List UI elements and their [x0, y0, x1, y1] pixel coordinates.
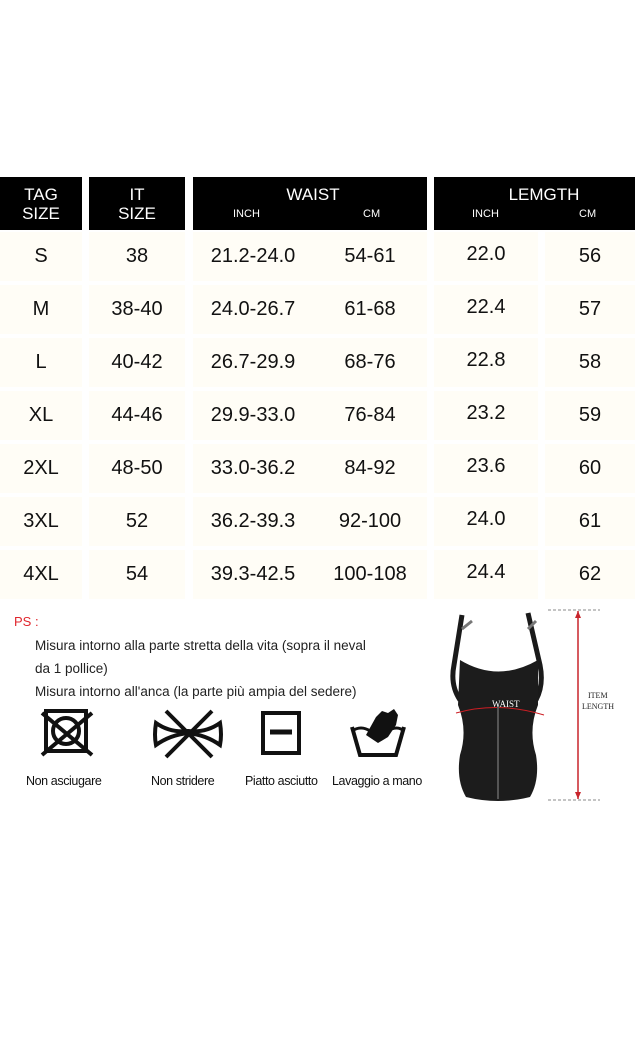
length-cm-cell: 62	[545, 550, 635, 599]
length-cm-cell: 57	[545, 285, 635, 334]
tag-size-cell: 3XL	[0, 497, 82, 546]
waist-cm-label: CM	[363, 208, 381, 220]
waist-cm-cell: 84-92	[313, 444, 427, 493]
no-wring-label: Non stridere	[151, 774, 215, 788]
length-cm-cell: 59	[545, 391, 635, 440]
tag-size-cell: 4XL	[0, 550, 82, 599]
waist-inch-label: INCH	[233, 208, 260, 220]
it-size-cell: 44-46	[89, 391, 185, 440]
waist-cm-cell: 68-76	[313, 338, 427, 387]
table-row	[0, 285, 635, 338]
length-cm-cell: 58	[545, 338, 635, 387]
tag-size-cell: M	[0, 285, 82, 334]
size-table-body	[0, 232, 635, 603]
it-size-cell: 38	[89, 232, 185, 281]
waist-cm-cell: 76-84	[313, 391, 427, 440]
note-line-1: Misura intorno alla parte stretta della vita (sopra il neval	[35, 638, 366, 653]
tag-size-cell: XL	[0, 391, 82, 440]
it-size-cell: 54	[89, 550, 185, 599]
table-row	[0, 497, 635, 550]
dry-flat-icon	[260, 710, 304, 758]
tag-size-cell: S	[0, 232, 82, 281]
no-wring-icon	[150, 705, 226, 761]
it-size-cell: 40-42	[89, 338, 185, 387]
tag-size-header-line2: SIZE	[22, 204, 60, 223]
length-cm-label: CM	[579, 208, 597, 220]
waist-inch-cell: 39.3-42.5	[193, 550, 313, 599]
no-tumble-dry-icon	[40, 705, 96, 761]
item-length-label-line1: ITEM	[588, 691, 608, 700]
waist-header	[193, 177, 427, 230]
length-inch-cell: 24.0	[434, 497, 538, 546]
length-inch-cell: 23.6	[434, 444, 538, 493]
length-inch-cell: 22.8	[434, 338, 538, 387]
length-inch-cell: 23.2	[434, 391, 538, 440]
item-length-label-line2: LENGTH	[582, 702, 614, 711]
waist-cm-cell: 54-61	[313, 232, 427, 281]
ps-label: PS :	[14, 614, 39, 629]
it-size-cell: 38-40	[89, 285, 185, 334]
table-row	[0, 391, 635, 444]
table-row	[0, 338, 635, 391]
length-inch-cell: 22.0	[434, 232, 538, 281]
dry-flat-label: Piatto asciutto	[245, 774, 318, 788]
tag-size-header-line1: TAG	[24, 185, 58, 204]
hand-wash-icon	[348, 705, 408, 761]
waist-label: WAIST	[492, 699, 520, 709]
length-header-title: LEMGTH	[508, 185, 580, 204]
length-cm-cell: 61	[545, 497, 635, 546]
length-inch-cell: 22.4	[434, 285, 538, 334]
waist-inch-cell: 36.2-39.3	[193, 497, 313, 546]
table-row	[0, 232, 635, 285]
length-header	[434, 177, 635, 230]
it-size-cell: 52	[89, 497, 185, 546]
waist-cm-cell: 100-108	[313, 550, 427, 599]
table-row	[0, 550, 635, 603]
waist-inch-cell: 26.7-29.9	[193, 338, 313, 387]
waist-cm-cell: 61-68	[313, 285, 427, 334]
length-inch-label: INCH	[472, 208, 499, 220]
length-inch-cell: 24.4	[434, 550, 538, 599]
waist-inch-cell: 24.0-26.7	[193, 285, 313, 334]
tag-size-header	[0, 177, 82, 230]
it-size-cell: 48-50	[89, 444, 185, 493]
it-size-header-line2: SIZE	[118, 204, 156, 223]
waist-header-title: WAIST	[286, 185, 340, 204]
waist-inch-cell: 33.0-36.2	[193, 444, 313, 493]
note-line-2: da 1 pollice)	[35, 661, 108, 676]
table-row	[0, 444, 635, 497]
waist-inch-cell: 29.9-33.0	[193, 391, 313, 440]
waist-cm-cell: 92-100	[313, 497, 427, 546]
tag-size-cell: L	[0, 338, 82, 387]
length-cm-cell: 56	[545, 232, 635, 281]
waist-inch-cell: 21.2-24.0	[193, 232, 313, 281]
no-tumble-dry-label: Non asciugare	[26, 774, 102, 788]
note-line-3: Misura intorno all'anca (la parte più ampia del sedere)	[35, 684, 357, 699]
it-size-header	[89, 177, 185, 230]
hand-wash-label: Lavaggio a mano	[332, 774, 422, 788]
length-cm-cell: 60	[545, 444, 635, 493]
product-figure	[440, 605, 630, 805]
it-size-header-line1: IT	[129, 185, 145, 204]
tag-size-cell: 2XL	[0, 444, 82, 493]
